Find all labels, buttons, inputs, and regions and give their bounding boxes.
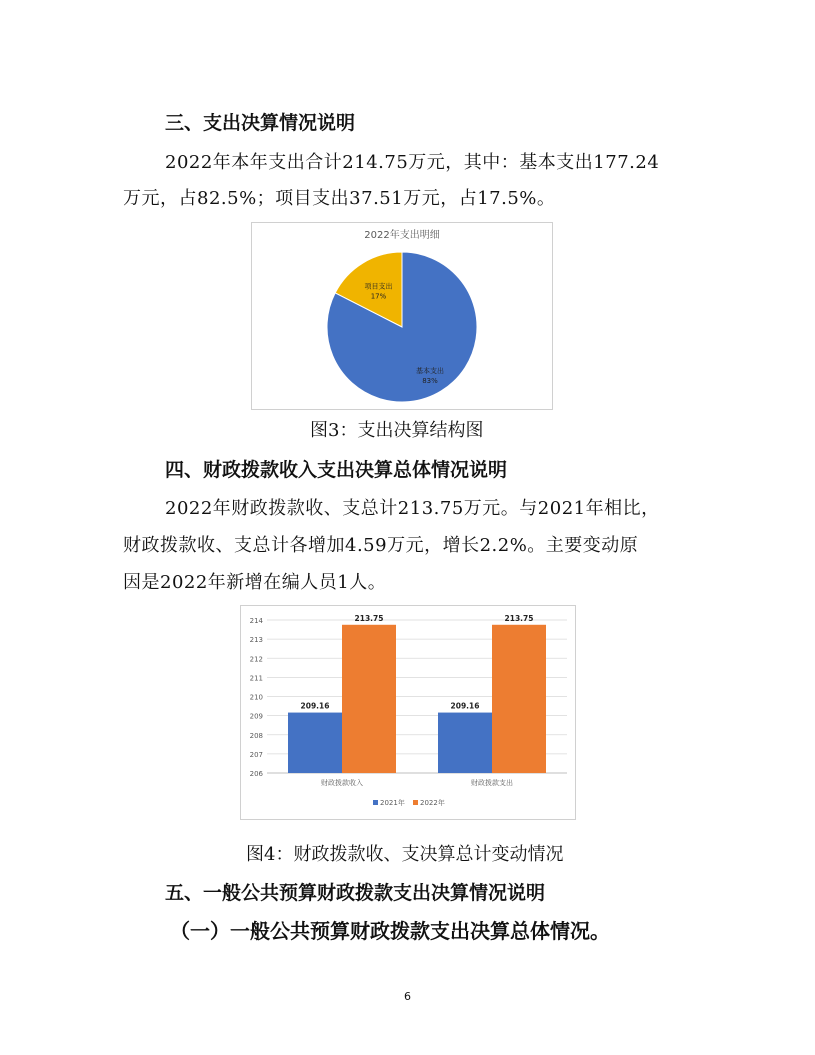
figure3-caption: 图3：支出决算结构图 <box>310 420 484 441</box>
bar-value-label: 213.75 <box>354 613 384 623</box>
bar-value-label: 209.16 <box>300 701 330 711</box>
section3-paragraph-line1: 2022年本年支出合计214.75万元，其中：基本支出177.24 <box>165 152 660 173</box>
section3-heading: 三、支出决算情况说明 <box>165 112 356 134</box>
bar-chart-svg <box>241 606 575 819</box>
bar-y-tick-label: 209 <box>249 712 263 721</box>
legend-label: 2021年 <box>380 799 405 807</box>
section5-heading: 五、一般公共预算财政拨款支出决算情况说明 <box>165 882 546 904</box>
section4-paragraph-line1: 2022年财政拨款收、支总计213.75万元。与2021年相比， <box>165 498 660 519</box>
legend-label: 2022年 <box>420 799 445 807</box>
legend-swatch <box>413 800 418 805</box>
section4-heading: 四、财政拨款收入支出决算总体情况说明 <box>165 459 508 481</box>
pie-label-name: 项目支出 <box>364 282 393 291</box>
pie-chart-svg <box>252 223 552 409</box>
bar-y-tick-label: 214 <box>249 617 263 625</box>
figure4-caption: 图4：财政拨款收、支决算总计变动情况 <box>246 844 564 865</box>
pie-label-percent: 17% <box>370 292 387 301</box>
page-number: 6 <box>404 990 411 1003</box>
section4-paragraph-line2: 财政拨款收、支总计各增加4.59万元，增长2.2%。主要变动原 <box>123 535 639 556</box>
bar-2022-1 <box>492 625 546 773</box>
bar-2021-0 <box>288 713 342 773</box>
section4-paragraph-line3: 因是2022年新增在编人员1人。 <box>123 572 387 593</box>
pie-label-name: 基本支出 <box>416 367 444 375</box>
bar-y-tick-label: 212 <box>249 655 263 664</box>
bar-y-tick-label: 210 <box>249 693 263 702</box>
bar-2022-0 <box>342 625 396 773</box>
figure4-chart <box>240 605 576 820</box>
bar-2021-1 <box>438 713 492 773</box>
pie-label-percent: 83% <box>422 377 438 385</box>
bar-category-label: 财政拨款支出 <box>471 779 513 787</box>
pie-chart-title: 2022年支出明细 <box>364 230 440 241</box>
bar-value-label: 209.16 <box>450 701 480 711</box>
bar-y-tick-label: 213 <box>249 636 263 645</box>
bar-category-label: 财政拨款收入 <box>321 779 363 787</box>
section5-subheading: （一）一般公共预算财政拨款支出决算总体情况。 <box>170 919 610 943</box>
figure3-chart <box>251 222 553 410</box>
bar-y-tick-label: 206 <box>249 770 263 778</box>
legend-swatch <box>373 800 378 805</box>
bar-y-tick-label: 211 <box>249 674 263 683</box>
bar-y-tick-label: 207 <box>249 750 263 759</box>
bar-value-label: 213.75 <box>504 613 534 623</box>
bar-y-tick-label: 208 <box>249 731 263 740</box>
section3-paragraph-line2: 万元，占82.5%；项目支出37.51万元，占17.5%。 <box>123 188 556 209</box>
